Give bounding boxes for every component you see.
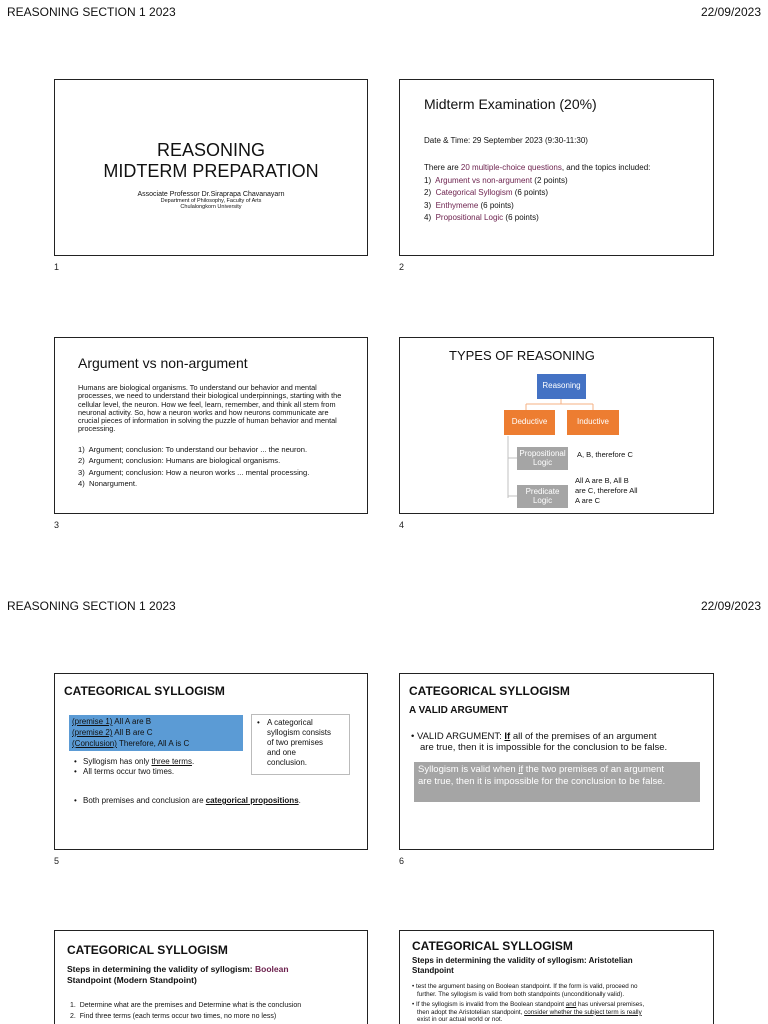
slide5-conclusion: (Conclusion) Therefore, All A is C <box>72 739 190 748</box>
slide3-answer-3: 3) Argument; conclusion: How a neuron works ... mental processing. <box>78 467 310 477</box>
slide2-topic-1: 1) Argument vs non-argument (2 points) <box>424 175 568 185</box>
slide8-title: CATEGORICAL SYLLOGISM <box>412 939 573 953</box>
slide6-subtitle: A VALID ARGUMENT <box>409 705 509 716</box>
node-predicate-logic: Predicate Logic <box>517 485 568 508</box>
slide4-number: 4 <box>399 520 405 530</box>
slide2-number: 2 <box>399 262 405 272</box>
slide5-bullet-1: • Syllogism has only three terms. <box>83 757 194 767</box>
slide3-answers <box>78 444 358 490</box>
slide7-step-2: 2. Find three terms (each terms occur two times, no more no less) <box>70 1013 277 1020</box>
slide1-dept: Department of Philosophy, Faculty of Arts <box>160 198 262 204</box>
page-header-date-2: 22/09/2023 <box>700 599 761 613</box>
slide2-topics <box>424 162 650 225</box>
slide-4 <box>399 337 714 514</box>
slide-1 <box>54 79 368 256</box>
slide4-pred-example: All A are B, All B are C, therefore All A are C <box>575 476 638 505</box>
node-inductive: Inductive <box>567 410 619 435</box>
slide3-title: Argument vs non-argument <box>78 355 248 371</box>
slide3-number: 3 <box>54 520 60 530</box>
page-header-title-2: REASONING SECTION 1 2023 <box>7 599 176 613</box>
slide2-topic-3: 3) Enthymeme (6 points) <box>424 200 514 210</box>
node-deductive: Deductive <box>504 410 555 435</box>
slide8-bullet-2: • If the syllogism is invalid from the Boolean standpoint and has universal premises, then adopt the Aristotelian standpoint, consider whether the subject term is really exist in our actual world or not. <box>412 1001 645 1024</box>
slide8-subtitle: Steps in determining the validity of syllogism: Aristotelian Standpoint <box>412 956 633 975</box>
page-header-date: 22/09/2023 <box>700 5 761 19</box>
slide5-premise-box <box>69 715 243 751</box>
slide1-number: 1 <box>54 262 60 272</box>
slide5-side-note: • A categorical syllogism consists of two premises and one conclusion. <box>251 714 350 775</box>
slide2-title: Midterm Examination (20%) <box>424 96 597 112</box>
page-header-title: REASONING SECTION 1 2023 <box>7 5 176 19</box>
slide7-step-1: 1. Determine what are the premises and Determine what is the conclusion <box>70 1002 302 1009</box>
slide3-answer-1: 1) Argument; conclusion: To understand our behavior ... the neuron. <box>78 445 308 454</box>
slide5-bullet-3: • Both premises and conclusion are categorical propositions. <box>83 796 301 805</box>
slide5-premise-2: (premise 2) All B are C <box>72 728 153 737</box>
slide3-answer-4: 4) Nonargument. <box>78 479 138 489</box>
slide3-passage: Humans are biological organisms. To understand our behavior and mental processes, we need to understand their biological underpinnings, starting with the cellular level, the neuron. How we feel, learn, remember, and think all stem from neuronal activity. So, how a neuron works and how neurons communicate are crucial pieces of information in solving the puzzle of human behavior and mental processing. <box>78 383 342 434</box>
slide2-date-time: Date & Time: 29 September 2023 (9:30-11:30) <box>424 136 588 145</box>
slide-7 <box>54 930 368 1024</box>
slide2-intro: There are 20 multiple-choice questions, and the topics included: <box>424 163 651 172</box>
slide4-prop-example: A, B, therefore C <box>577 450 633 459</box>
slide1-title-line2: MIDTERM PREPARATION <box>103 160 319 181</box>
slide2-topic-2: 2) Categorical Syllogism (6 points) <box>424 188 549 197</box>
slide6-title: CATEGORICAL SYLLOGISM <box>409 684 570 698</box>
slide1-univ: Chulalongkorn University <box>180 204 242 210</box>
slide-6 <box>399 673 714 850</box>
slide4-title: TYPES OF REASONING <box>449 348 595 363</box>
slide-8 <box>399 930 714 1024</box>
slide1-author: Associate Professor Dr.Siraprapa Chavanayarn <box>137 191 285 198</box>
slide-3 <box>54 337 368 514</box>
slide3-answer-2: 2) Argument; conclusion: Humans are biological organisms. <box>78 456 281 466</box>
slide1-title-line1: REASONING <box>156 140 266 160</box>
slide6-valid-definition: • VALID ARGUMENT: If all of the premises of an argument are true, then it is impossible for the conclusion to be false. <box>411 731 668 753</box>
slide7-subtitle: Steps in determining the validity of syllogism: Boolean Standpoint (Modern Standpoint) <box>67 964 289 985</box>
slide8-bullet-1: • test the argument basing on Boolean standpoint. If the form is valid, proceed no further. The syllogism is valid from both standpoints (unconditionally valid). <box>412 983 638 998</box>
slide6-number: 6 <box>399 856 405 866</box>
slide7-steps <box>70 1000 301 1022</box>
slide-2 <box>399 79 714 256</box>
slide5-bullet-2: • All terms occur two times. <box>83 767 194 777</box>
node-propositional-logic: Propositional Logic <box>517 447 568 470</box>
slide2-topic-4: 4) Propositional Logic (6 points) <box>424 213 539 222</box>
slide-5 <box>54 673 368 850</box>
slide5-bullets <box>83 757 194 776</box>
slide6-grey-box: Syllogism is valid when if the two premises of an argument are true, then it is impossible for the conclusion to be false. <box>414 762 700 802</box>
node-reasoning: Reasoning <box>537 374 586 399</box>
slide7-title: CATEGORICAL SYLLOGISM <box>67 943 228 957</box>
slide8-bullets <box>412 983 712 1024</box>
slide5-premise-1: (premise 1) All A are B <box>72 717 152 726</box>
slide5-number: 5 <box>54 856 60 866</box>
slide5-title: CATEGORICAL SYLLOGISM <box>64 684 225 698</box>
